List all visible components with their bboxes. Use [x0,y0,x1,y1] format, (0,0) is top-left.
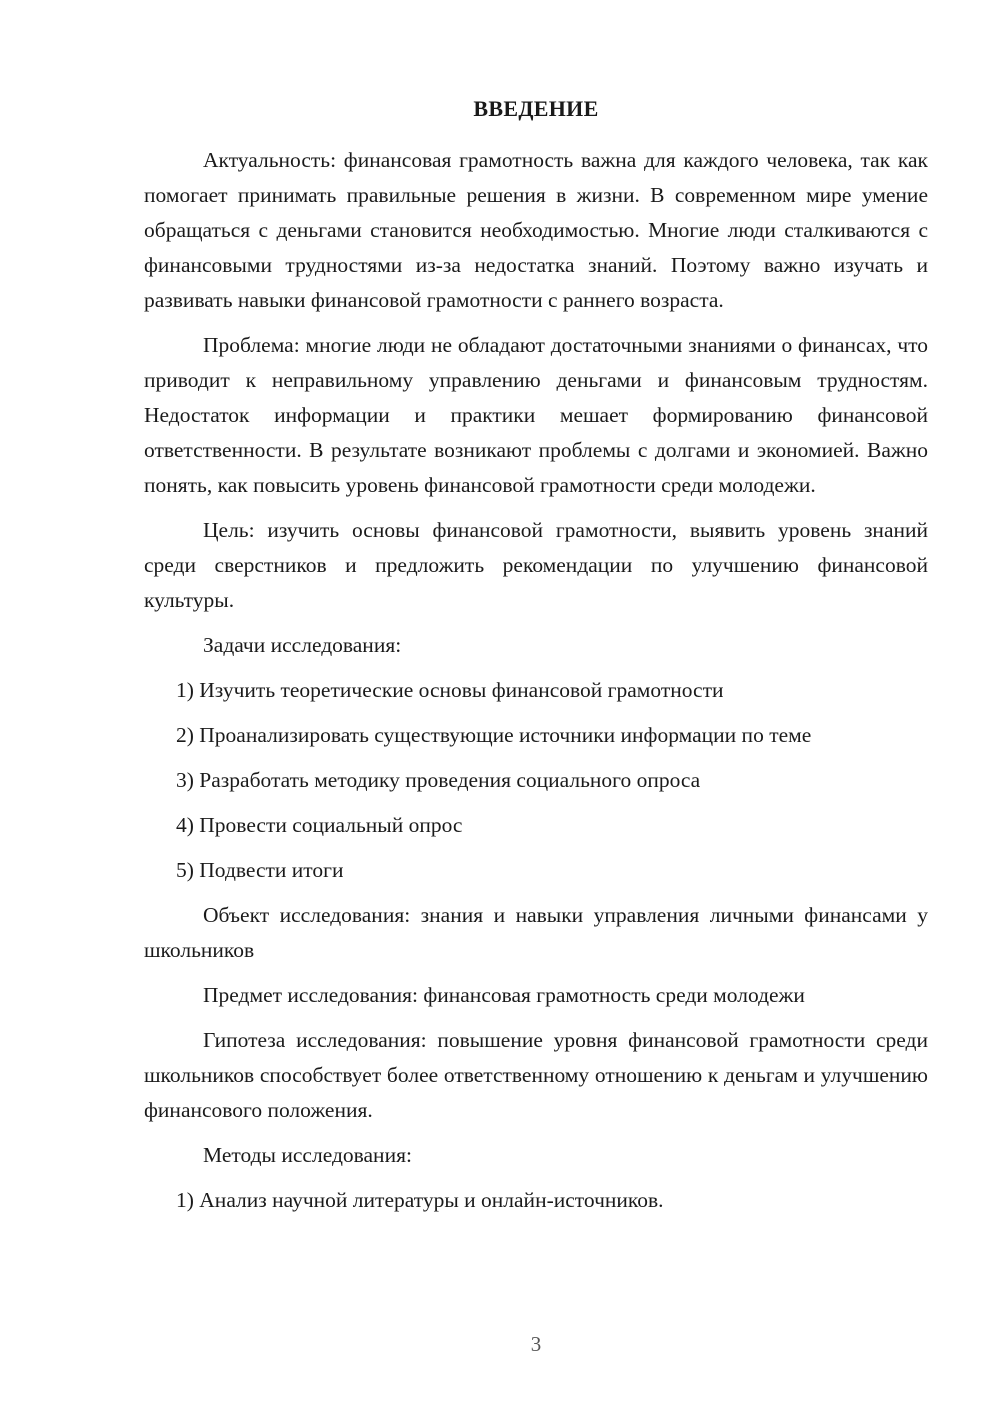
task-item: 3) Разработать методику проведения социального опроса [176,768,701,792]
goal-paragraph: Цель: изучить основы финансовой грамотности, выявить уровень знаний среди сверстников и предложить рекомендации по улучшению финансовой культуры. [144,518,928,612]
methods-title: Методы исследования: [203,1143,412,1167]
hypothesis-paragraph: Гипотеза исследования: повышение уровня финансовой грамотности среди школьников способствует более ответственному отношению к деньгам и улучшению финансового положения. [144,1028,928,1122]
problem-paragraph: Проблема: многие люди не обладают достаточными знаниями о финансах, что приводит к неправильному управлению деньгами и финансовым трудностям. Недостаток информации и практики мешает формированию финансовой ответственности. В результате возникают проблемы с долгами и экономией. Важно понять, как повысить уровень финансовой грамотности среди молодежи. [144,333,928,497]
document-body [144,143,928,1228]
tasks-title: Задачи исследования: [203,633,402,657]
method-item: 1) Анализ научной литературы и онлайн-источников. [176,1188,664,1212]
task-item: 2) Проанализировать существующие источники информации по теме [176,723,812,747]
task-item: 1) Изучить теоретические основы финансовой грамотности [176,678,724,702]
task-item: 4) Провести социальный опрос [176,813,463,837]
relevance-paragraph: Актуальность: финансовая грамотность важна для каждого человека, так как помогает принимать правильные решения в жизни. В современном мире умение обращаться с деньгами становится необходимостью. Многие люди сталкиваются с финансовыми трудностями из-за недостатка знаний. Поэтому важно изучать и развивать навыки финансовой грамотности с раннего возраста. [144,148,928,312]
object-paragraph: Объект исследования: знания и навыки управления личными финансами у школьников [144,903,928,962]
page-number: 3 [530,1332,542,1356]
subject-paragraph: Предмет исследования: финансовая грамотность среди молодежи [203,983,805,1007]
section-heading: ВВЕДЕНИЕ [473,96,599,121]
task-item: 5) Подвести итоги [176,858,344,882]
